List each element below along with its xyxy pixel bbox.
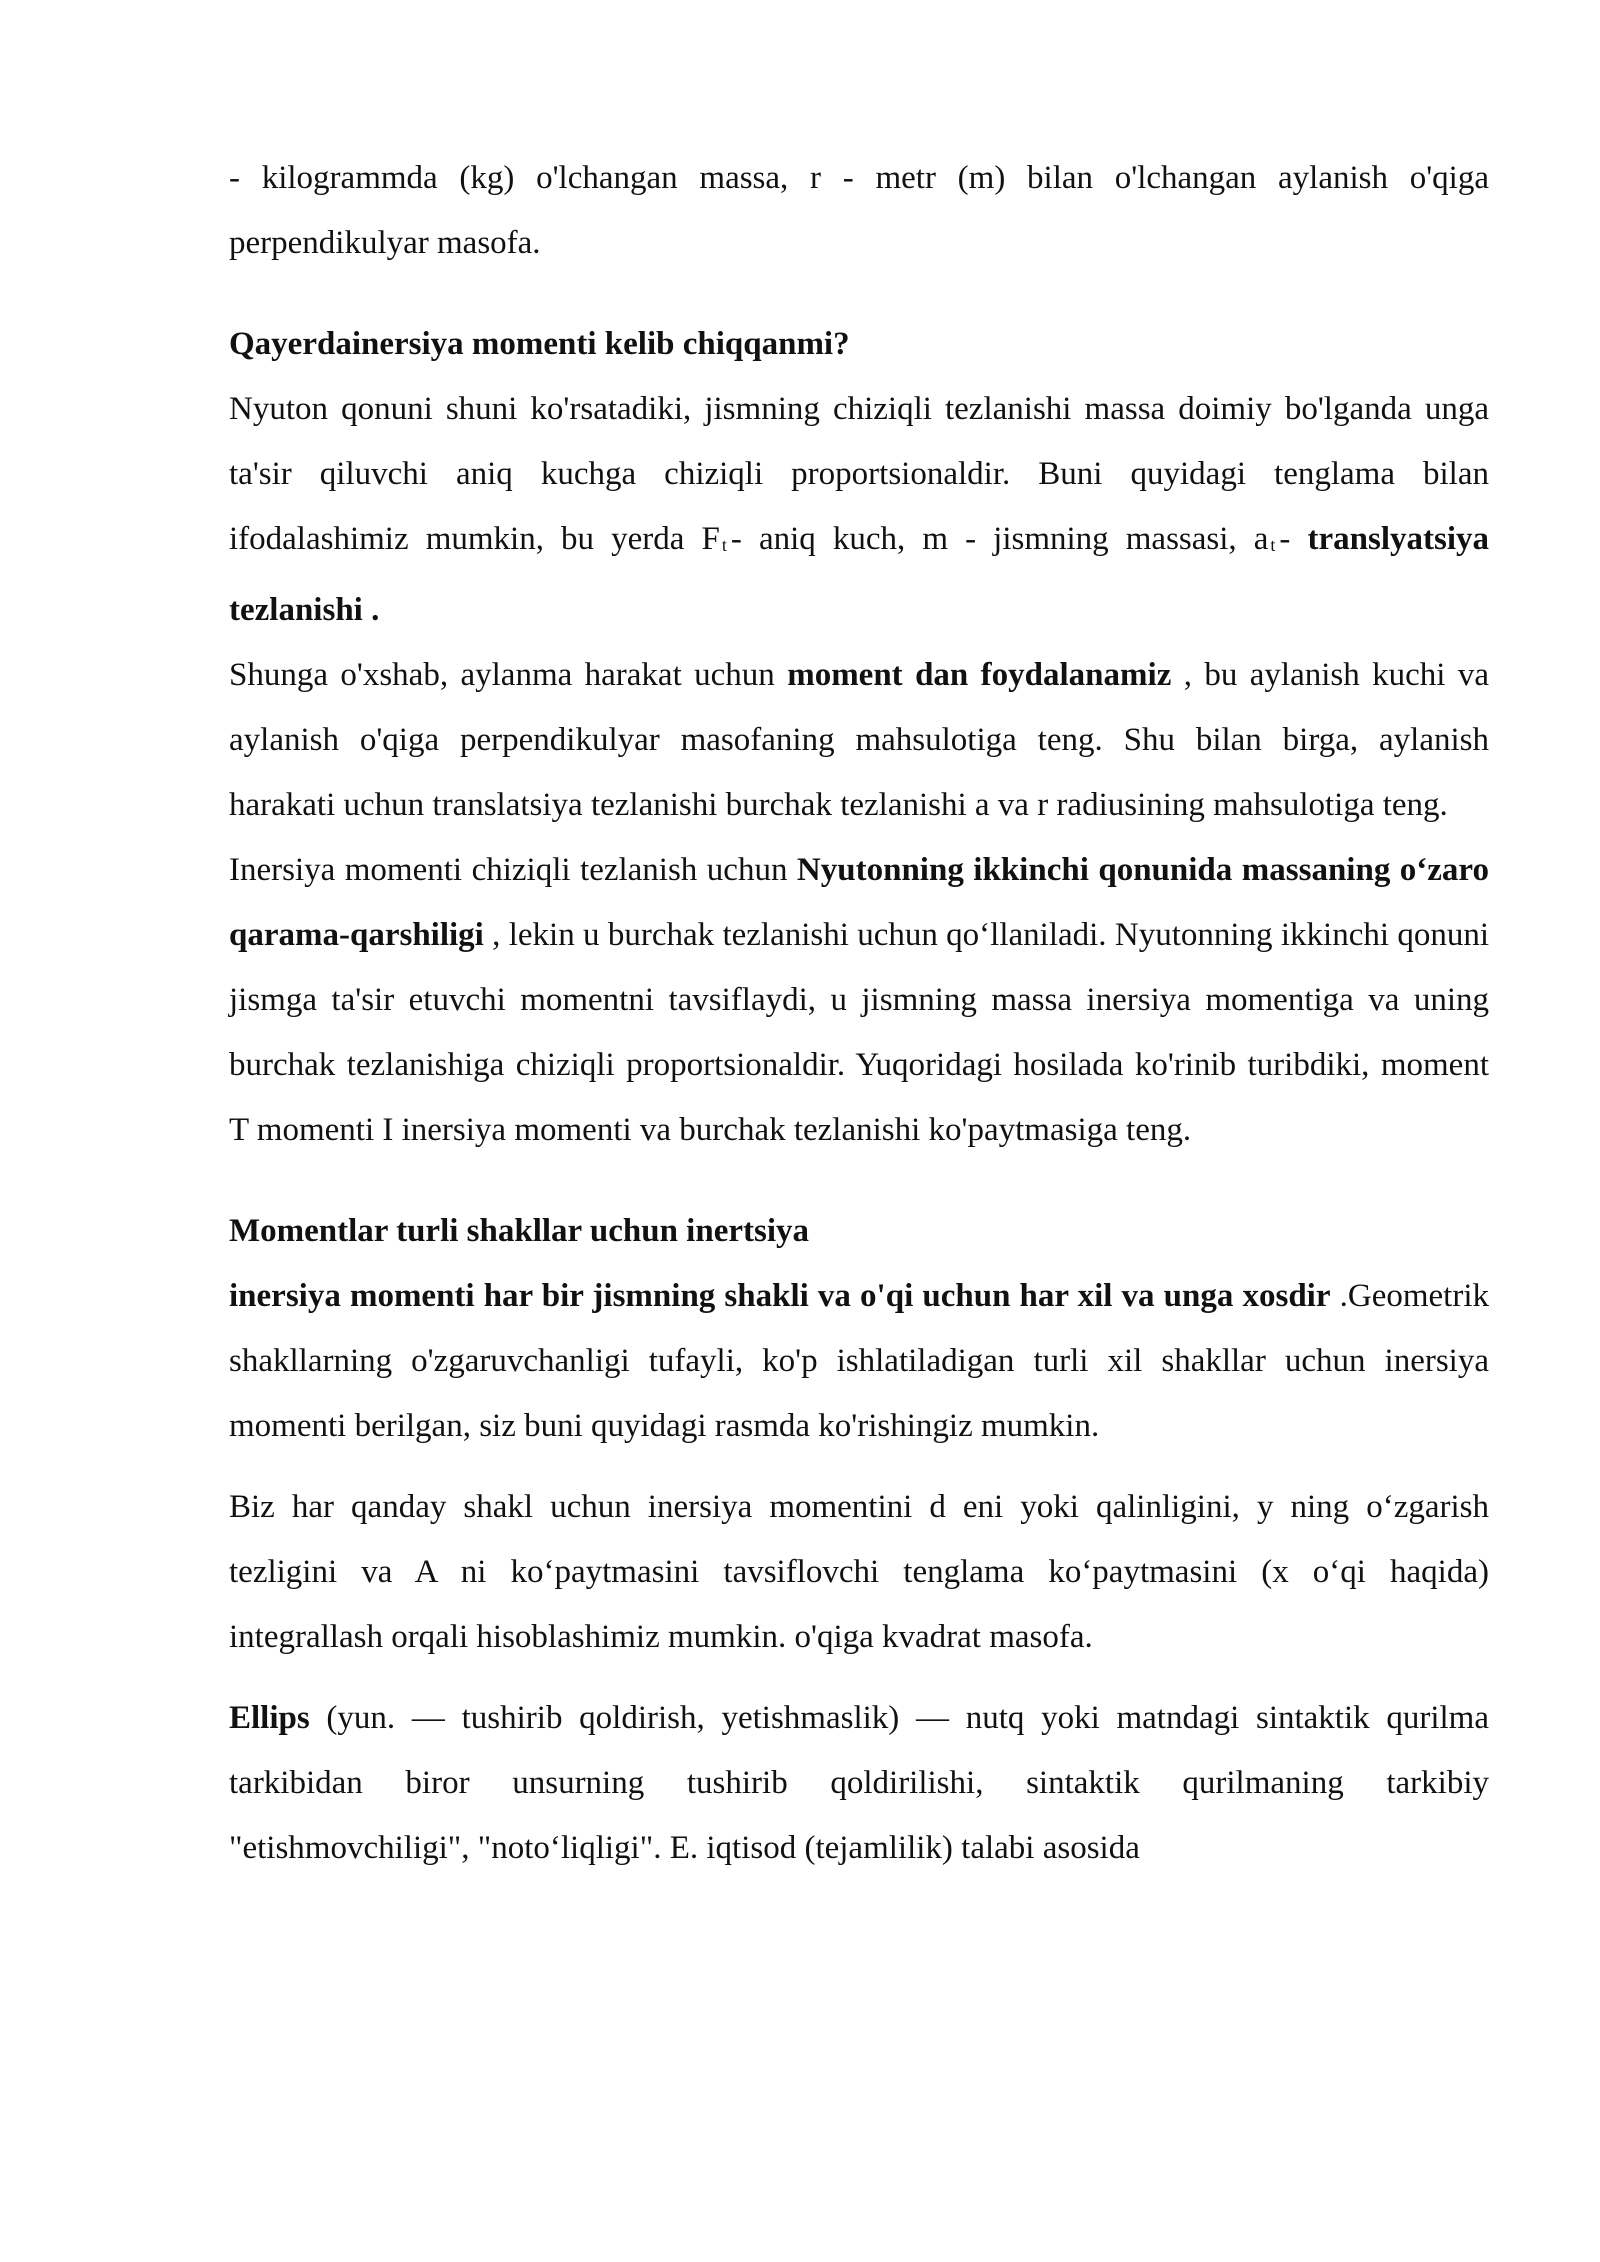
paragraph-text: , bu aylanish kuchi va aylanish o'qiga perpendikulyar masofaning mahsulotiga teng. Shu bilan birga, aylanish harakati uchun translatsiya tezlanishi burchak tezlanishi a va r radiusining mahsulotiga teng. <box>229 657 1490 823</box>
paragraph-integration <box>229 1475 1489 1670</box>
paragraph-text: (yun. — tushirib qoldirish, yetishmaslik) — nutq yoki matndagi sintaktik qurilma tarkibidan biror unsurning tushirib qoldirilishi, sintaktik qurilmaning tarkibiy "etishmovchiligi", "noto‘liqligi". E. iqtisod (tejamlilik) talabi asosida <box>229 1700 1489 1866</box>
spacer <box>229 1163 1489 1199</box>
paragraph-text: - kilogrammda (kg) o'lchangan massa, r - metr (m) bilan o'lchangan aylanish o'qiga perpendikulyar masofa. <box>229 160 1489 261</box>
spacer <box>229 276 1489 312</box>
paragraph-newton-law <box>229 377 1489 643</box>
document-page <box>229 146 1489 1881</box>
paragraph-text: Inersiya momenti chiziqli tezlanish uchun <box>229 852 797 888</box>
subscript-t: t <box>1270 535 1276 555</box>
heading-shapes: Momentlar turli shakllar uchun inertsiya <box>229 1213 809 1249</box>
paragraph-ellipsis <box>229 1686 1489 1881</box>
bold-term: Ellips <box>229 1700 310 1736</box>
spacer <box>229 1670 1489 1686</box>
paragraph-shapes <box>229 1264 1489 1459</box>
paragraph-moment <box>229 643 1489 838</box>
spacer <box>229 1459 1489 1475</box>
paragraph-text: Biz har qanday shakl uchun inersiya momentini d eni yoki qalinligini, y ning o‘zgarish tezligini va A ni ko‘paytmasini tavsiflovchi tenglama ko‘paytmasini (x o‘qi haqida) integrallash orqali hisoblashimiz mumkin. o'qiga kvadrat masofa. <box>229 1489 1489 1655</box>
bold-term: translyatsiya tezlanishi . <box>229 521 1489 628</box>
heading-origin: Qayerdainersiya momenti kelib chiqqanmi? <box>229 326 850 362</box>
paragraph-text: - aniq kuch, m - jismning massasi, a <box>730 521 1269 557</box>
paragraph-inertia-moment <box>229 838 1489 1163</box>
paragraph-text: , lekin u burchak tezlanishi uchun qo‘llaniladi. Nyutonning ikkinchi qonuni jismga ta'sir etuvchi momentni tavsiflaydi, u jismning massa inersiya momentiga va uning burchak tezlanishiga chiziqli proportsionaldir. Yuqoridagi hosilada ko'rinib turibdiki, moment T momenti I inersiya momenti va burchak tezlanishi ko'paytmasiga teng. <box>229 917 1489 1148</box>
bold-term: moment dan foydalanamiz <box>787 657 1172 693</box>
bold-term: inersiya momenti har bir jismning shakli va o'qi uchun har xil va unga xosdir <box>229 1278 1331 1314</box>
bold-term: Nyutonning ikkinchi qonunida massaning o‘zaro qarama-qarshiligi <box>229 852 1489 953</box>
paragraph-text: - <box>1279 521 1308 557</box>
paragraph-text: Shunga o'xshab, aylanma harakat uchun <box>229 657 788 693</box>
paragraph-text: Nyuton qonuni shuni ko'rsatadiki, jismning chiziqli tezlanishi massa doimiy bo'lganda unga ta'sir qiluvchi aniq kuchga chiziqli proportsionaldir. Buni quyidagi tenglama bilan ifodalashimiz mumkin, bu yerda F <box>229 391 1489 557</box>
paragraph-text: .Geometrik shakllarning o'zgaruvchanligi tufayli, ko'p ishlatiladigan turli xil shakllar uchun inersiya momenti berilgan, siz buni quyidagi rasmda ko'rishingiz mumkin. <box>229 1278 1489 1444</box>
paragraph-mass-definition <box>229 146 1489 276</box>
subscript-t: t <box>721 535 727 555</box>
